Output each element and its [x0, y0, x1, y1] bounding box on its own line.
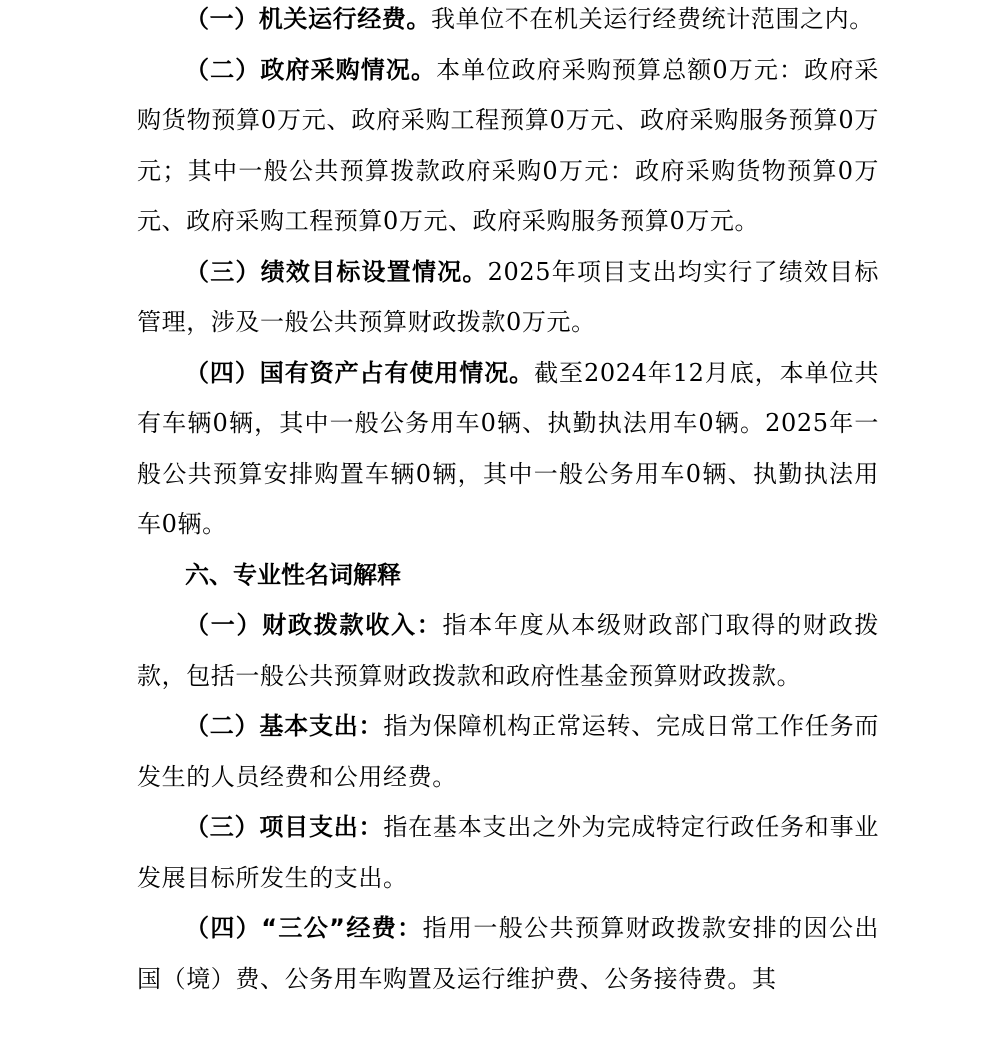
paragraph-text: 2025年项目支出均实行了绩效目标管理，涉及一般公共预算财政拨款0万元。: [137, 257, 880, 336]
paragraph-text: 本单位政府采购预算总额0万元：政府采购货物预算0万元、政府采购工程预算0万元、政府采购服务预算0万元；其中一般公共预算拨款政府采购0万元：政府采购货物预算0万元、政府采购工程预算0万元、政府采购服务预算0万元。: [137, 55, 879, 235]
paragraph-performance-targets: [137, 247, 879, 348]
definition-text: 指为保障机构正常运转、完成日常工作任务而发生的人员经费和公用经费。: [137, 712, 879, 791]
definition-fiscal-appropriation-income: [137, 600, 879, 701]
definition-text: 指用一般公共预算财政拨款安排的因公出国（境）费、公务用车购置及运行维护费、公务接待费。其: [137, 914, 879, 993]
paragraph-lead: （三）绩效目标设置情况。: [185, 257, 488, 286]
paragraph-text: 我单位不在机关运行经费统计范围之内。: [431, 5, 874, 33]
paragraph-text: 截至2024年12月底，本单位共有车辆0辆，其中一般公务用车0辆、执勤执法用车0辆。2025年一般公共预算安排购置车辆0辆，其中一般公务用车0辆、执勤执法用车0辆。: [137, 358, 879, 538]
definition-term: （二）基本支出：: [185, 712, 384, 740]
section-heading: 六、专业性名词解释: [185, 560, 401, 589]
definition-three-public-expenses: [137, 903, 879, 1004]
definition-project-expenditure: [137, 802, 879, 903]
definition-term: （一）财政拨款收入：: [185, 611, 443, 639]
definition-term: （三）项目支出：: [185, 813, 384, 841]
definition-text: 指本年度从本级财政部门取得的财政拨款，包括一般公共预算财政拨款和政府性基金预算财政拨款。: [137, 611, 880, 690]
paragraph-lead: （一）机关运行经费。: [185, 5, 431, 33]
paragraph-state-assets: [137, 348, 879, 550]
paragraph-operating-funds: [137, 0, 879, 45]
definition-term: （四）“三公”经费：: [185, 914, 423, 942]
paragraph-lead: （四）国有资产占有使用情况。: [185, 358, 535, 387]
document-body: [137, 0, 879, 1004]
definition-text: 指在基本支出之外为完成特定行政任务和事业发展目标所发生的支出。: [137, 813, 879, 892]
definition-basic-expenditure: [137, 701, 879, 802]
paragraph-government-procurement: [137, 45, 879, 247]
paragraph-lead: （二）政府采购情况。: [185, 55, 437, 84]
